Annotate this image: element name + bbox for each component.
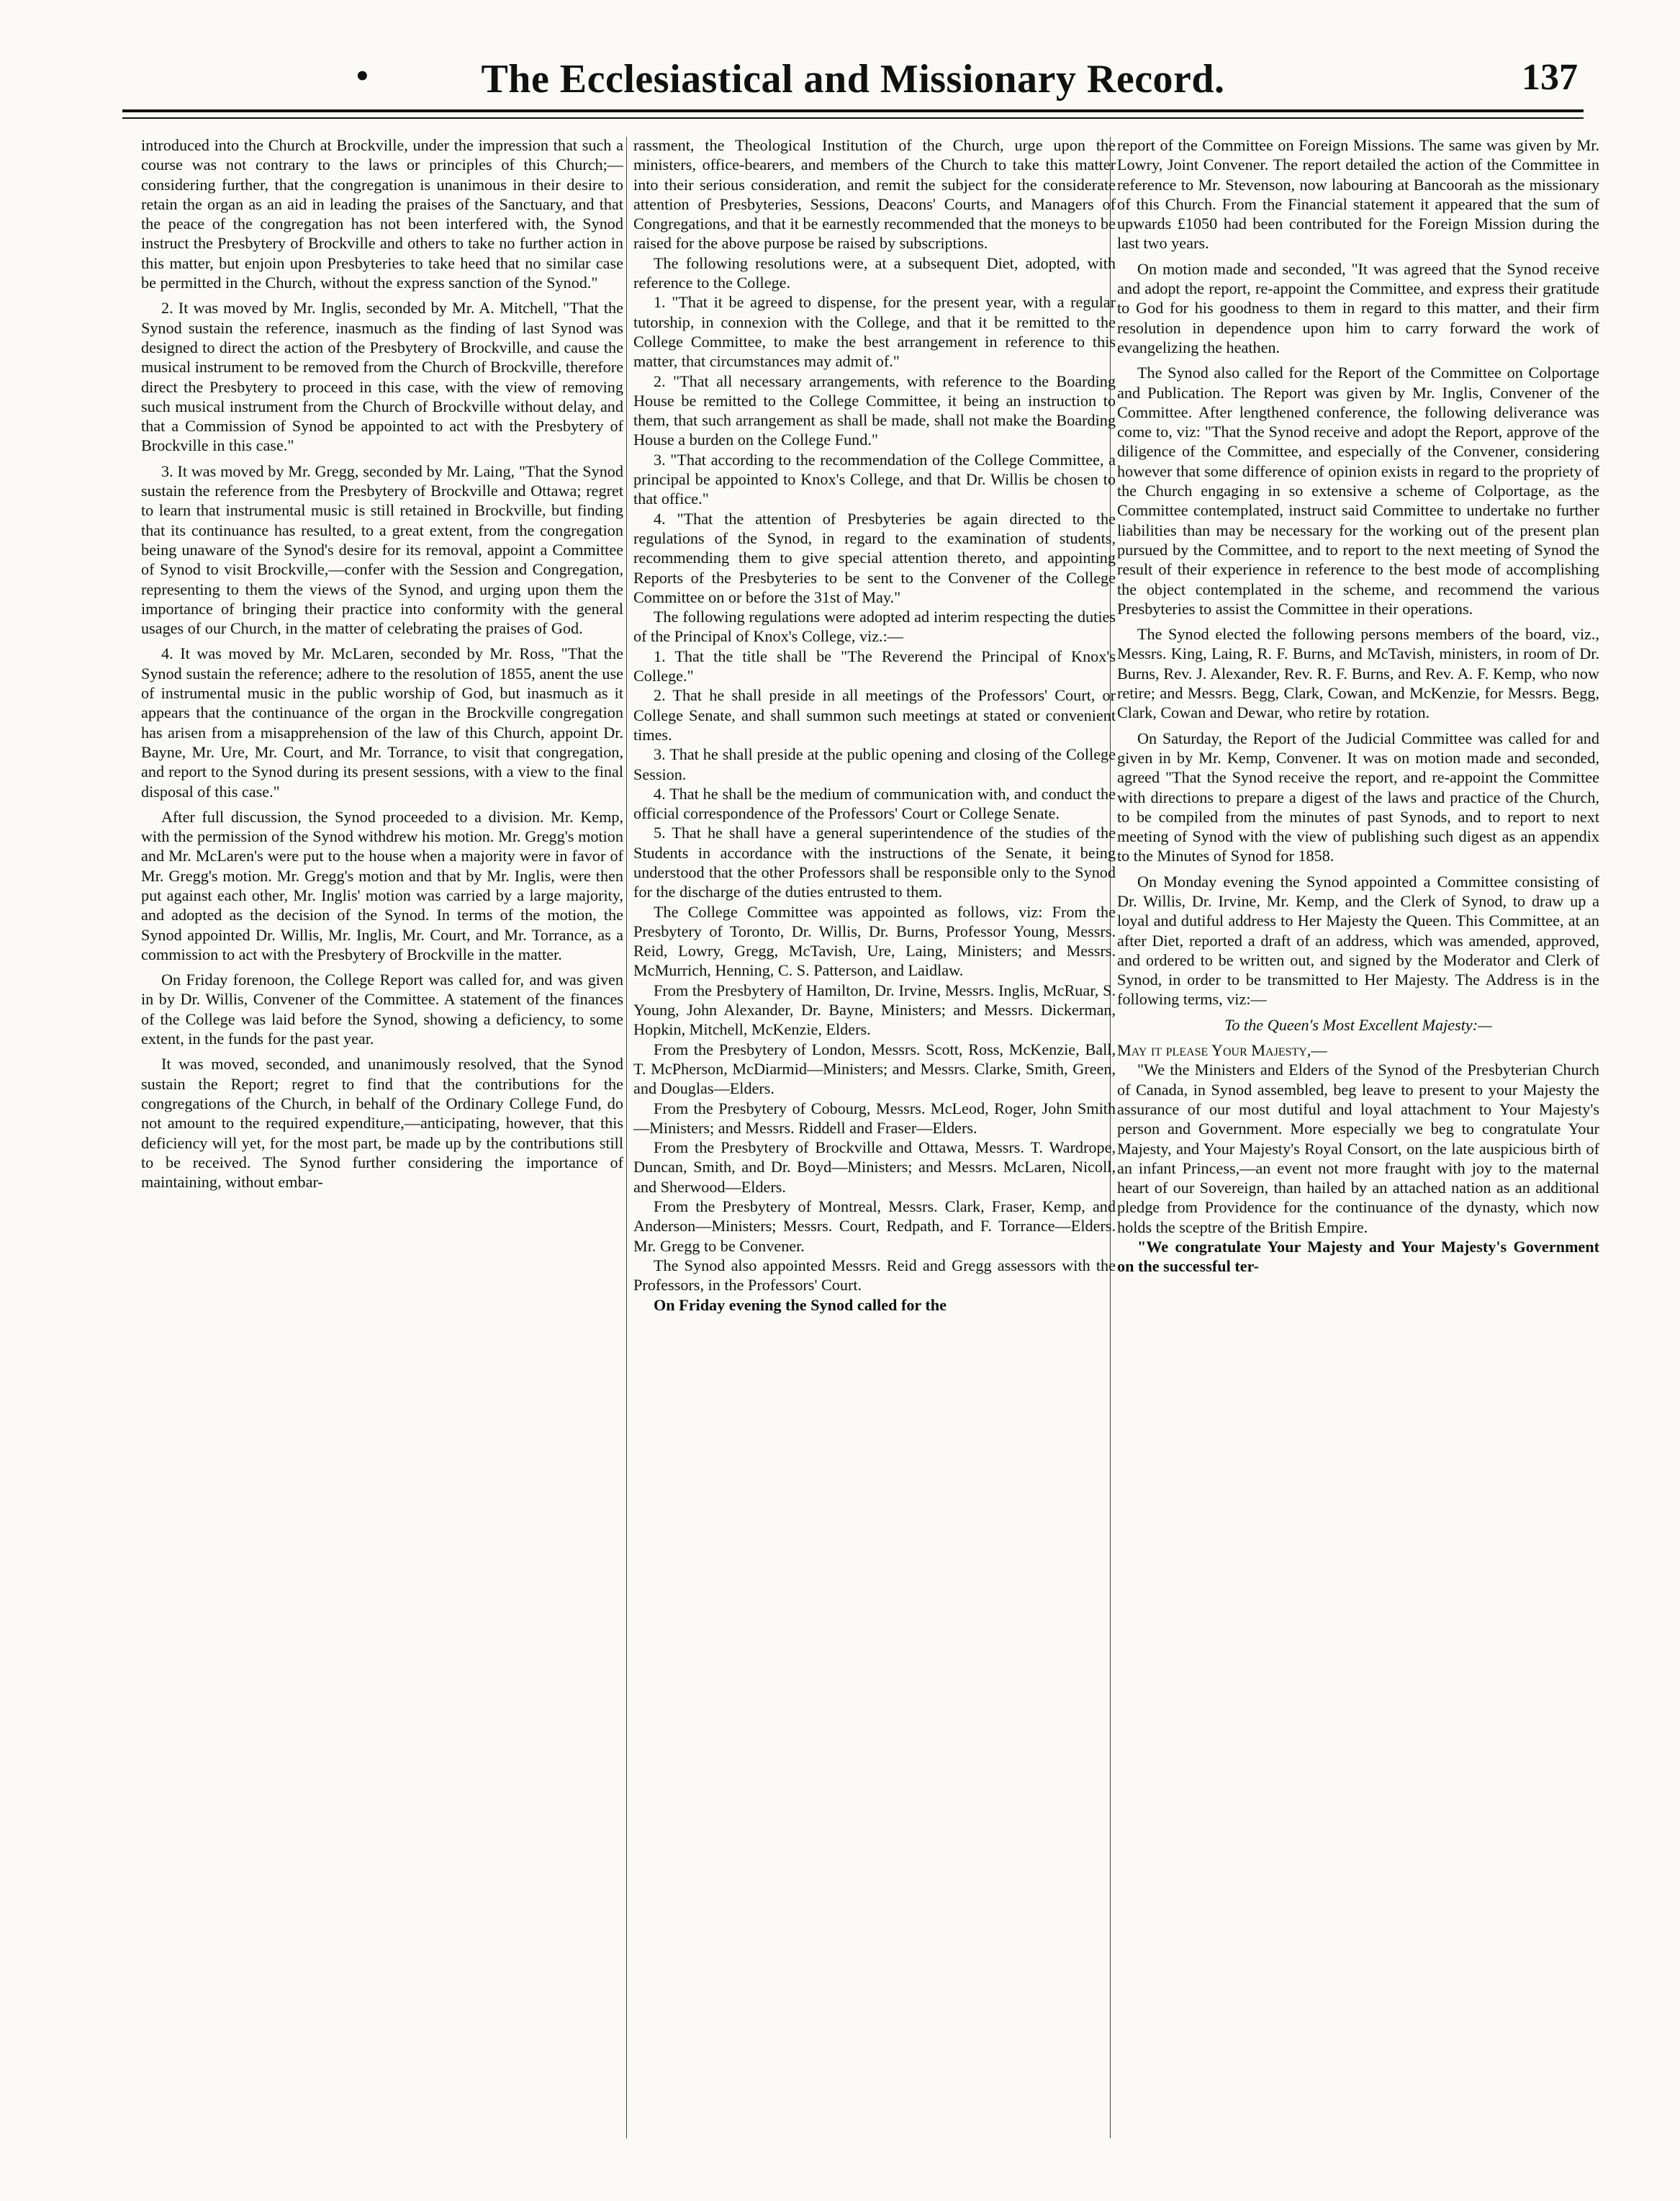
paragraph: On Saturday, the Report of the Judicial Committee was called for and given in by Mr. Kemp, Convener. It was on motion made and seconded, agreed "That the Synod receive the report, and re-appoint the Committee with directions to prepare a digest of the laws and practice of the Church, to be compiled from the minutes of past Synods, and to report to next meeting of Synod with the view of publishing such digest as an appendix to the Minutes of Synod for 1858. [1117,729,1599,865]
paragraph: rassment, the Theological Institution of the Church, urge upon the ministers, office-bearers, and members of the Church to take this matter into their serious consideration, and remit the subject for the considerate attention of Presbyteries, Sessions, Deacons' Courts, and Managers of Congregations, and that it be earnestly recommended that the moneys to be raised for the above purpose be raised by subscriptions. [633,136,1116,253]
address-heading: To the Queen's Most Excellent Majesty:— [1224,1015,1492,1034]
paragraph: The following resolutions were, at a subsequent Diet, adopted, with reference to the College. [633,253,1116,292]
paragraph: introduced into the Church at Brockville, under the impression that such a course was not contrary to the laws or principles of this Church;—considering further, that the congregation is unanimous in their desire to retain the organ as an aid in leading the praises of the Sanctuary, and that the peace of the congregation has not been interfered with, the Synod instruct the Presbytery of Brockville and others to take no further action in this matter, but enjoin upon Presbyteries to take heed that no similar case be permitted in the Church, without the express sanction of the Synod." [141,136,623,292]
regulation-3: 3. That he shall preside at the public opening and closing of the College Session. [633,745,1116,783]
paragraph: 2. It was moved by Mr. Inglis, seconded by Mr. A. Mitchell, "That the Synod sustain the reference, inasmuch as the finding of last Synod was designed to direct the action of the Presbytery of Brockville, and cause the musical instrument to be removed from the Church of Brockville, therefore direct the Presbytery to proceed in this case, with the view of removing such musical instrument from the Church of Brockville without delay, and that a Commission of Synod be appointed to act with the Presbytery of Brockville in this case." [141,299,623,455]
paragraph: On Monday evening the Synod appointed a Committee consisting of Dr. Willis, Dr. Irvine, Mr. Kemp, and the Clerk of Synod, to draw up a loyal and dutiful address to Her Majesty the Queen. This Committee, at an after Diet, reported a draft of an address, which was amended, approved, and ordered to be written out, and signed by the Moderator and Clerk of Synod, in order to be transmitted to Her Majesty. The Address is in the following terms, viz:— [1117,872,1599,1009]
paragraph: On motion made and seconded, "It was agreed that the Synod receive and adopt the report, re-appoint the Committee, and express their gratitude to God for his goodness to them in regard to this matter, and their firm resolution in dependence upon him to carry forward the work of evangelizing the heathen. [1117,259,1599,356]
regulation-4: 4. That he shall be the medium of communication with, and conduct the official correspondence of the Professors' Court or College Senate. [633,784,1116,823]
paragraph: From the Presbytery of Hamilton, Dr. Irvine, Messrs. Inglis, McRuar, S. Young, John Alexander, Dr. Bayne, Ministers; and Messrs. Dickerman, Hopkin, Mitchell, McKenzie, Elders. [633,981,1116,1039]
paragraph: The Synod also appointed Messrs. Reid and Gregg assessors with the Professors, in the Professors' Court. [633,1256,1116,1295]
paragraph: From the Presbytery of Brockville and Ottawa, Messrs. T. Wardrope, Duncan, Smith, and Dr. Boyd—Ministers; and Messrs. McLaren, Nicoll, and Sherwood—Elders. [633,1138,1116,1196]
paragraph: It was moved, seconded, and unanimously resolved, that the Synod sustain the Report; regret to find that the contributions for the congregations of the Church, in behalf of the Ordinary College Fund, do not amount to the required expenditure,—anticipating, however, that this deficiency will yet, for the most part, be made up by the contributions still to be received. The Synod further considering the importance of maintaining, without embar- [141,1055,623,1192]
column-2 [633,135,1116,2151]
paragraph: 3. It was moved by Mr. Gregg, seconded by Mr. Laing, "That the Synod sustain the reference from the Presbytery of Brockville and Ottawa; regret to learn that instrumental music is still retained in Brockville, but finding that its continuance has resulted, to a great extent, from the congregation being unaware of the Synod's desire for its removal, appoint a Committee of Synod to visit Brockville,—confer with the Session and Congregation, representing to them the views of the Synod, and urging upon them the importance of bringing their practice into conformity with the general usages of our Church, in the matter of celebrating the praises of God. [141,462,623,638]
paragraph: The College Committee was appointed as follows, viz: From the Presbytery of Toronto, Dr. Willis, Dr. Burns, Professor Young, Messrs. Reid, Lowry, Gregg, McTavish, Ure, Laing, Ministers; and Messrs. McMurrich, Henning, C. S. Patterson, and Laidlaw. [633,902,1116,980]
paragraph: On Friday forenoon, the College Report was called for, and was given in by Dr. Willis, Convener of the Committee. A statement of the finances of the College was laid before the Synod, showing a deficiency, to some extent, in the funds for the past year. [141,971,623,1048]
header-dot: • [356,57,369,95]
resolution-4: 4. "That the attention of Presbyteries be again directed to the regulations of the Synod, in regard to the examination of students, recommending them to give special attention thereto, and appointing Reports of the Presbyteries to be sent to the Convener of the College Committee on or before the 31st of May." [633,509,1116,606]
regulation-1: 1. That the title shall be "The Reverend the Principal of Knox's College." [633,647,1116,685]
resolution-3: 3. "That according to the recommendation of the College Committee, a principal be appointed to Knox's College, and that Dr. Willis be chosen to that office." [633,450,1116,508]
address-salutation: May it please Your Majesty,— [1117,1041,1327,1060]
resolution-1: 1. "That it be agreed to dispense, for the present year, with a regular tutorship, in connexion with the College, and that it be remitted to the College Committee, to make the best arrangement in reference to this matter, that circumstances may admit of." [633,293,1116,371]
column-divider-1 [626,137,627,2138]
paragraph: The Synod also called for the Report of the Committee on Colportage and Publication. The Report was given by Mr. Inglis, Convener of the Committee. After lengthened conference, the following deliverance was come to, viz: "That the Synod receive and adopt the Report, approve of the diligence of the Committee, and especially of the Convener, considering however that some difference of opinion exists in regard to the propriety of the Church engaging in so extensive a scheme of Colportage, as the Committee contemplated, instruct said Committee to undertake no further liabilities than may be necessary for the working out of the present plan pursued by the Committee, and to report to the next meeting of Synod the result of their experience in reference to the best mode of accomplishing the object contemplated in the scheme, and recommend the various Presbyteries to assist the Committee in their operations. [1117,364,1599,618]
page-number: 137 [1522,57,1578,98]
paragraph: "We congratulate Your Majesty and Your Majesty's Government on the successful ter- [1117,1238,1599,1276]
paragraph: The Synod elected the following persons members of the board, viz., Messrs. King, Laing, R. F. Burns, and McTavish, ministers, in room of Dr. Burns, Rev. J. Alexander, Rev. R. F. Burns, and Rev. A. F. Kemp, who now retire; and Messrs. Begg, Clark, Cowan, and McKenzie, for Messrs. Begg, Clark, Cowan and Dewar, who retire by rotation. [1117,625,1599,722]
paragraph: From the Presbytery of London, Messrs. Scott, Ross, McKenzie, Ball, T. McPherson, McDiarmid—Ministers; and Messrs. Clarke, Smith, Green, and Douglas—Elders. [633,1040,1116,1098]
paragraph: On Friday evening the Synod called for the [654,1295,947,1314]
journal-title: The Ecclesiastical and Missionary Record. [481,57,1225,102]
paragraph: 4. It was moved by Mr. McLaren, seconded by Mr. Ross, "That the Synod sustain the reference; adhere to the resolution of 1855, anent the use of instrumental music in the public worship of God, but inasmuch as it appears that the continuance of the organ in the Brockville congregation has arisen from a misapprehension of the law of this Church, appoint Dr. Bayne, Mr. Ure, Mr. Court, and Mr. Torrance, to visit that congregation, and report to the Synod during its present sessions, with a view to the final disposal of this case." [141,644,623,801]
running-header [122,56,1584,107]
regulation-5: 5. That he shall have a general superintendence of the studies of the Students in accordance with the instructions of the Senate, it being understood that the other Professors shall be responsible only to the Synod for the discharge of the duties entrusted to them. [633,824,1116,901]
paragraph: From the Presbytery of Montreal, Messrs. Clark, Fraser, Kemp, and Anderson—Ministers; Messrs. Court, Redpath, and F. Torrance—Elders. Mr. Gregg to be Convener. [633,1197,1116,1255]
paragraph: "We the Ministers and Elders of the Synod of the Presbyterian Church of Canada, in Synod assembled, beg leave to present to your Majesty the assurance of our most dutiful and loyal attachment to Your Majesty's person and Government. More especially we beg to congratulate Your Majesty, and Your Majesty's Royal Consort, on the late auspicious birth of an infant Princess,—an event not more fraught with joy to the maternal heart of our Sovereign, than hailed by an attached nation as an additional pledge from Providence for the continuance of the dynasty, which now holds the sceptre of the British Empire. [1117,1061,1599,1236]
column-1 [141,135,623,2151]
header-rule-thick [122,109,1584,112]
paragraph: The following regulations were adopted ad interim respecting the duties of the Principal of Knox's College, viz.:— [633,608,1116,646]
column-3 [1117,135,1599,2151]
regulation-2: 2. That he shall preside in all meetings of the Professors' Court, or College Senate, and shall summon such meetings at stated or convenient times. [633,686,1116,744]
paragraph: After full discussion, the Synod proceeded to a division. Mr. Kemp, with the permission of the Synod withdrew his motion. Mr. Gregg's motion and Mr. McLaren's were put to the house when a majority were in favor of Mr. Gregg's motion. Mr. Gregg's motion and that by Mr. Inglis, were then put against each other, Mr. Inglis' motion was carried by a large majority, and adopted as the decision of the Synod. In terms of the motion, the Synod appointed Dr. Willis, Mr. Inglis, Mr. Court, and Mr. Torrance, as a commission to act with the Presbytery of Brockville in the matter. [141,807,623,963]
resolution-2: 2. "That all necessary arrangements, with reference to the Boarding House be remitted to the College Committee, it being an instruction to them, that such arrangement as shall be made, shall not make the Boarding House a burden on the College Fund." [633,372,1116,449]
paragraph: report of the Committee on Foreign Missions. The same was given by Mr. Lowry, Joint Convener. The report detailed the action of the Committee in reference to Mr. Stevenson, now labouring at Bancoorah as the missionary of this Church. From the Financial statement it appeared that the sum of upwards £1050 had been contributed for the Foreign Mission during the last two years. [1117,136,1599,253]
paragraph: From the Presbytery of Cobourg, Messrs. McLeod, Roger, John Smith—Ministers; and Messrs. Riddell and Fraser—Elders. [633,1099,1116,1137]
header-rule-thin [122,117,1584,119]
